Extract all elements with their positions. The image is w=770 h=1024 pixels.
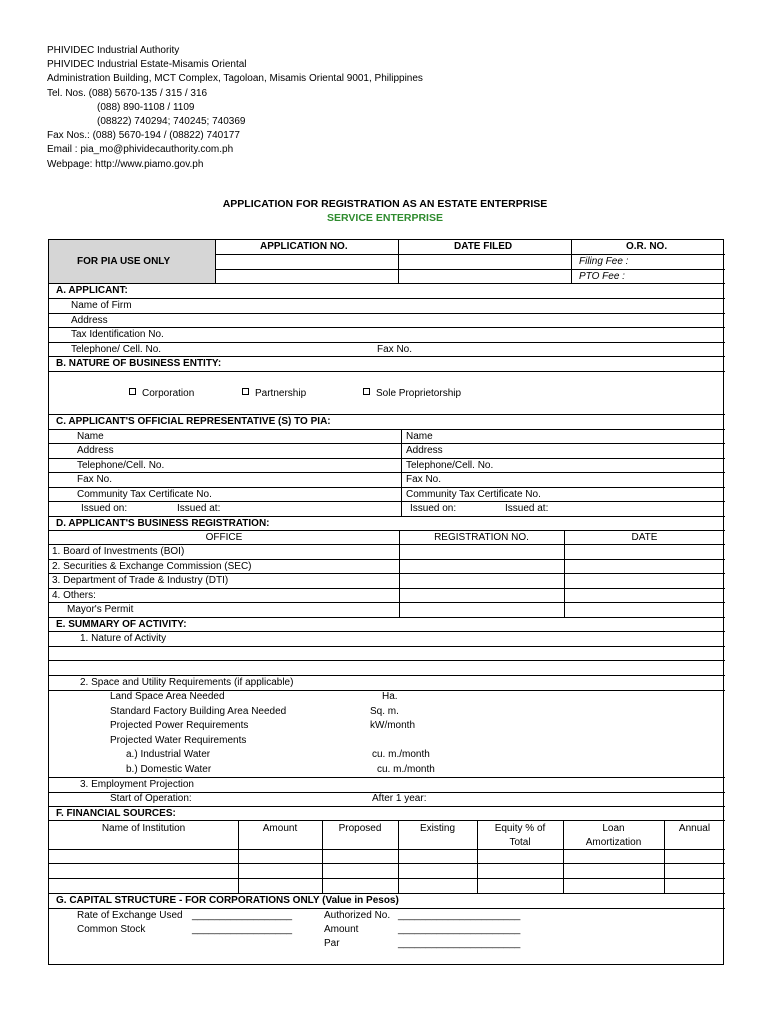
fax-field[interactable]: Fax No. [377,344,413,355]
checkbox-icon[interactable] [242,388,249,395]
section-e-title: E. SUMMARY OF ACTIVITY: [56,619,187,630]
registration-row-sec: 2. Securities & Exchange Commission (SEC) [52,561,252,572]
land-space-label: Land Space Area Needed [110,691,225,702]
rep2-fax[interactable]: Fax No. [406,474,442,485]
header-line: Tel. Nos. (088) 5670-135 / 315 / 316 [47,87,208,99]
rep1-name[interactable]: Name [77,431,104,442]
after-one-year-label: After 1 year: [372,793,427,804]
section-f-title: F. FINANCIAL SOURCES: [56,808,176,819]
industrial-water-unit: cu. m./month [372,749,430,760]
employment-projection-label: 3. Employment Projection [80,779,194,790]
loan-col-header: Loan [602,823,625,834]
factory-building-unit: Sq. m. [370,706,399,717]
tin-field[interactable]: Tax Identification No. [71,329,164,340]
sole-proprietorship-option[interactable] [363,388,461,400]
amount-col-header: Amount [262,823,298,834]
amount-blank[interactable]: ______________________ [398,924,521,935]
office-col-header: OFFICE [205,532,243,543]
rep1-address[interactable]: Address [77,445,114,456]
rep1-fax[interactable]: Fax No. [77,474,113,485]
power-unit: kW/month [370,720,416,731]
exchange-rate-label: Rate of Exchange Used [77,910,183,921]
pia-use-label: FOR PIA USE ONLY [77,256,171,267]
form-title: APPLICATION FOR REGISTRATION AS AN ESTATE ENTERPRISE [222,198,548,210]
proposed-col-header: Proposed [338,823,382,834]
header-line: PHIVIDEC Industrial Estate-Misamis Oriental [47,59,247,71]
rep1-ctc[interactable]: Community Tax Certificate No. [77,489,212,500]
rep1-issued-on[interactable]: Issued on: [81,503,128,514]
equity-col-header: Equity % of [494,823,546,834]
section-d-title: D. APPLICANT'S BUSINESS REGISTRATION: [56,518,270,529]
checkbox-icon[interactable] [129,388,136,395]
factory-building-label: Standard Factory Building Area Needed [110,706,287,717]
header-line: Fax Nos.: (088) 5670-194 / (08822) 740177 [47,130,240,142]
authorized-no-label: Authorized No. [324,910,391,921]
partnership-label: Partnership [255,388,307,399]
partnership-option[interactable] [242,388,306,400]
header-line: Email : pia_mo@phividecauthority.com.ph [47,144,234,156]
rep2-issued-at[interactable]: Issued at: [505,503,549,514]
filing-fee-label: Filing Fee : [579,256,629,267]
telephone-field[interactable]: Telephone/ Cell. No. [71,344,162,355]
rep2-name[interactable]: Name [406,431,433,442]
firm-name-field[interactable]: Name of Firm [71,300,132,311]
loan-col-header-2: Amortization [585,837,642,848]
section-a-title: A. APPLICANT: [56,285,128,296]
header-line: Webpage: http://www.piamo.gov.ph [47,158,204,170]
rep1-telephone[interactable]: Telephone/Cell. No. [77,460,165,471]
corporation-option[interactable] [129,388,194,400]
rep2-issued-on[interactable]: Issued on: [410,503,457,514]
form-subtitle: SERVICE ENTERPRISE [327,212,443,224]
header-line: PHIVIDEC Industrial Authority [47,45,180,56]
land-space-unit: Ha. [382,691,398,702]
rep1-issued-at[interactable]: Issued at: [177,503,221,514]
annual-col-header: Annual [678,823,711,834]
firm-address-field[interactable]: Address [71,315,108,326]
common-stock-label: Common Stock [77,924,146,935]
registration-no-col-header: REGISTRATION NO. [434,532,529,543]
industrial-water-label: a.) Industrial Water [126,749,211,760]
domestic-water-label: b.) Domestic Water [126,764,212,775]
date-col-header: DATE [631,532,658,543]
header-line: (08822) 740294; 740245; 740369 [97,116,246,128]
nature-of-activity-label: 1. Nature of Activity [80,633,167,644]
power-requirements-label: Projected Power Requirements [110,720,249,731]
water-requirements-label: Projected Water Requirements [110,735,247,746]
rep2-address[interactable]: Address [406,445,443,456]
par-blank[interactable]: ______________________ [398,938,521,949]
common-stock-blank[interactable]: __________________ [192,924,293,935]
rep2-telephone[interactable]: Telephone/Cell. No. [406,460,494,471]
registration-row-boi: 1. Board of Investments (BOI) [52,546,185,557]
agency-header [47,44,423,172]
section-b-title: B. NATURE OF BUSINESS ENTITY: [56,358,222,369]
authorized-no-blank[interactable]: ______________________ [398,910,521,921]
registration-row-dti: 3. Department of Trade & Industry (DTI) [52,575,229,586]
institution-col-header: Name of Institution [101,823,186,834]
registration-row-mayors-permit: Mayor's Permit [67,604,134,615]
existing-col-header: Existing [419,823,455,834]
checkbox-icon[interactable] [363,388,370,395]
pto-fee-label: PTO Fee : [579,271,625,282]
or-no-header: O.R. NO. [626,241,668,252]
amount-label: Amount [324,924,359,935]
corporation-label: Corporation [142,388,195,399]
application-form [48,239,724,965]
exchange-rate-blank[interactable]: __________________ [192,910,293,921]
date-filed-header: DATE FILED [454,241,513,252]
space-utility-label: 2. Space and Utility Requirements (if applicable) [80,677,294,688]
par-label: Par [324,938,340,949]
application-no-header: APPLICATION NO. [260,241,348,252]
header-line: Administration Building, MCT Complex, Tagoloan, Misamis Oriental 9001, Philippines [47,73,423,85]
section-g-title: G. CAPITAL STRUCTURE - FOR CORPORATIONS ONLY (Value in Pesos) [56,895,399,906]
sole-proprietorship-label: Sole Proprietorship [376,388,462,399]
registration-row-others: 4. Others: [52,590,96,601]
section-c-title: C. APPLICANT'S OFFICIAL REPRESENTATIVE (S) TO PIA: [56,416,331,427]
start-of-operation-label: Start of Operation: [110,793,192,804]
domestic-water-unit: cu. m./month [377,764,435,775]
rep2-ctc[interactable]: Community Tax Certificate No. [406,489,541,500]
header-line: (088) 890-1108 / 1109 [97,101,195,113]
equity-col-header-2: Total [509,837,531,848]
